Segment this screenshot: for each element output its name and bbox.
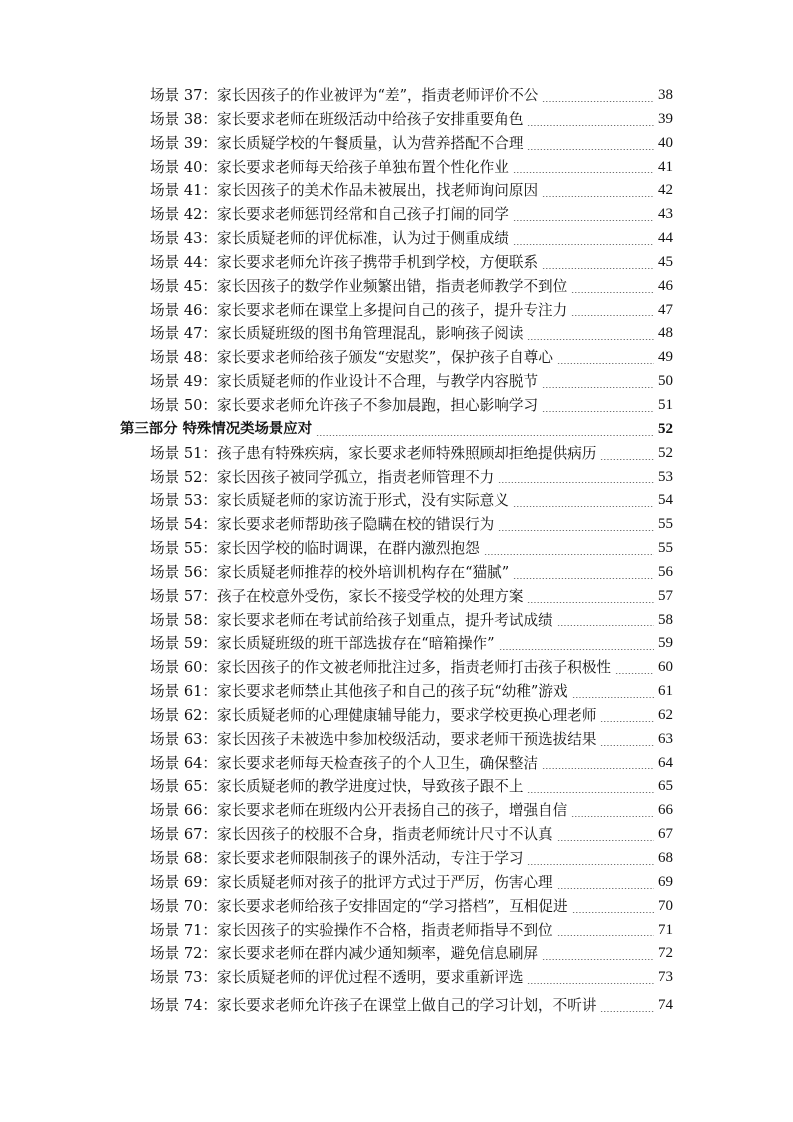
- toc-entry-title: 场景 62：家长质疑老师的心理健康辅导能力，要求学校更换心理老师: [150, 706, 597, 724]
- toc-entry[interactable]: [150, 704, 673, 728]
- dot-leader: [600, 745, 654, 746]
- toc-page-number: 42: [658, 182, 673, 199]
- table-of-contents: [0, 84, 793, 1018]
- toc-entry-title: 场景 57：孩子在校意外受伤，家长不接受学校的处理方案: [150, 587, 524, 605]
- toc-entry-title: 场景 37：家长因孩子的作业被评为“差”，指责老师评价不公: [150, 87, 539, 104]
- toc-page-number: 64: [658, 754, 673, 771]
- toc-entry-title: 场景 68：家长要求老师限制孩子的课外活动，专注于学习: [150, 850, 524, 867]
- dot-leader: [527, 864, 654, 865]
- dot-leader: [542, 411, 654, 412]
- toc-page-number: 38: [658, 87, 673, 103]
- dot-leader: [615, 673, 654, 674]
- toc-entry-title: 场景 73：家长质疑老师的评优过程不透明，要求重新评选: [150, 969, 524, 987]
- toc-page-number: 65: [658, 778, 673, 795]
- toc-entry[interactable]: [150, 919, 673, 943]
- toc-entry[interactable]: [150, 394, 673, 418]
- toc-entry-title: 场景 50：家长要求老师允许孩子不参加晨跑，担心影响学习: [150, 396, 539, 414]
- toc-entry[interactable]: [150, 799, 673, 823]
- toc-page-number: 50: [658, 373, 673, 390]
- toc-entry[interactable]: [150, 132, 673, 156]
- toc-page-number: 54: [658, 492, 673, 509]
- toc-entry[interactable]: [150, 156, 673, 180]
- toc-entry[interactable]: [150, 966, 673, 990]
- toc-entry-title: 场景 41：家长因孩子的美术作品未被展出，找老师询问原因: [150, 182, 539, 200]
- toc-entry[interactable]: [150, 275, 673, 299]
- toc-entry[interactable]: [150, 656, 673, 680]
- toc-page-number: 52: [658, 420, 673, 437]
- toc-page-number: 60: [658, 659, 673, 676]
- toc-entry-title: 场景 55：家长因学校的临时调课，在群内激烈抱怨: [150, 540, 480, 558]
- dot-leader: [542, 196, 654, 197]
- toc-page-number: 55: [658, 516, 673, 533]
- toc-page-number: 71: [658, 921, 673, 938]
- dot-leader: [600, 459, 654, 460]
- toc-entry[interactable]: [150, 942, 673, 966]
- toc-page-number: 44: [658, 230, 673, 247]
- dot-leader: [316, 435, 654, 436]
- toc-entry[interactable]: [150, 847, 673, 871]
- toc-page-number: 66: [658, 802, 673, 819]
- toc-entry[interactable]: [150, 251, 673, 275]
- dot-leader: [513, 244, 654, 245]
- toc-entry[interactable]: [150, 299, 673, 323]
- dot-leader: [542, 959, 654, 960]
- dot-leader: [527, 339, 654, 340]
- toc-entry-title: 场景 70：家长要求老师给孩子安排固定的“学习搭档”，互相促进: [150, 897, 568, 915]
- dot-leader: [527, 149, 654, 150]
- toc-entry[interactable]: [150, 84, 673, 108]
- toc-section-heading[interactable]: [120, 418, 673, 442]
- toc-entry-title: 场景 56：家长质疑老师推荐的校外培训机构存在“猫腻”: [150, 563, 510, 581]
- dot-leader: [513, 506, 654, 507]
- toc-page-number: 39: [658, 110, 673, 127]
- toc-entry[interactable]: [150, 994, 673, 1018]
- dot-leader: [557, 363, 654, 364]
- dot-leader: [557, 935, 654, 936]
- toc-entry-title: 场景 59：家长质疑班级的班干部选拔存在“暗箱操作”: [150, 635, 495, 653]
- dot-leader: [571, 315, 654, 316]
- dot-leader: [572, 697, 654, 698]
- toc-page-number: 40: [658, 134, 673, 151]
- toc-entry[interactable]: [150, 680, 673, 704]
- toc-entry[interactable]: [150, 442, 673, 466]
- toc-entry[interactable]: [150, 728, 673, 752]
- toc-entry[interactable]: [150, 752, 673, 776]
- toc-entry[interactable]: [150, 203, 673, 227]
- dot-leader: [542, 101, 654, 102]
- toc-entry-title: 场景 44：家长要求老师允许孩子携带手机到学校，方便联系: [150, 253, 539, 271]
- toc-entry-title: 场景 67：家长因孩子的校服不合身，指责老师统计尺寸不认真: [150, 826, 553, 844]
- toc-entry-title: 场景 69：家长质疑老师对孩子的批评方式过于严厉，伤害心理: [150, 873, 553, 891]
- dot-leader: [527, 983, 654, 984]
- toc-entry[interactable]: [150, 537, 673, 561]
- dot-leader: [571, 292, 654, 293]
- toc-page-number: 48: [658, 325, 673, 342]
- dot-leader: [542, 268, 654, 269]
- toc-page-number: 68: [658, 850, 673, 866]
- toc-entry-title: 场景 51：孩子患有特殊疾病，家长要求老师特殊照顾却拒绝提供病历: [150, 444, 597, 462]
- toc-page-number: 57: [658, 587, 673, 604]
- toc-page-number: 46: [658, 277, 673, 294]
- toc-page-number: 59: [658, 635, 673, 652]
- toc-entry-title: 第三部分 特殊情况类场景应对: [120, 420, 313, 437]
- toc-entry[interactable]: [150, 466, 673, 490]
- toc-page-number: 41: [658, 158, 673, 175]
- toc-entry[interactable]: [150, 561, 673, 585]
- dot-leader: [542, 387, 654, 388]
- toc-entry[interactable]: [150, 609, 673, 633]
- toc-entry-title: 场景 38：家长要求老师在班级活动中给孩子安排重要角色: [150, 110, 524, 128]
- toc-page-number: 55: [658, 540, 673, 557]
- toc-page-number: 74: [658, 997, 673, 1014]
- toc-entry-title: 场景 58：家长要求老师在考试前给孩子划重点，提升考试成绩: [150, 611, 553, 629]
- toc-page-number: 53: [658, 468, 673, 485]
- toc-entry-title: 场景 53：家长质疑老师的家访流于形式，没有实际意义: [150, 492, 509, 510]
- dot-leader: [513, 220, 654, 221]
- toc-page-number: 63: [658, 730, 673, 747]
- toc-entry[interactable]: [150, 108, 673, 132]
- toc-entry-title: 场景 40：家长要求老师每天给孩子单独布置个性化作业: [150, 158, 509, 176]
- dot-leader: [542, 768, 654, 769]
- toc-entry-title: 场景 46：家长要求老师在课堂上多提问自己的孩子，提升专注力: [150, 301, 568, 319]
- toc-page-number: 73: [658, 969, 673, 986]
- toc-page-number: 69: [658, 873, 673, 890]
- dot-leader: [513, 172, 654, 173]
- dot-leader: [557, 888, 654, 889]
- toc-page-number: 56: [658, 563, 673, 580]
- toc-entry[interactable]: [150, 895, 673, 919]
- toc-entry-title: 场景 54：家长要求老师帮助孩子隐瞒在校的错误行为: [150, 516, 495, 534]
- dot-leader: [499, 649, 654, 650]
- toc-entry[interactable]: [150, 179, 673, 203]
- dot-leader: [527, 125, 654, 126]
- toc-entry[interactable]: [150, 322, 673, 346]
- dot-leader: [513, 578, 654, 579]
- toc-entry-title: 场景 64：家长要求老师每天检查孩子的个人卫生，确保整洁: [150, 754, 539, 772]
- toc-entry-title: 场景 49：家长质疑老师的作业设计不合理，与教学内容脱节: [150, 373, 539, 391]
- toc-page-number: 45: [658, 253, 673, 270]
- toc-entry[interactable]: [150, 775, 673, 799]
- dot-leader: [557, 840, 654, 841]
- dot-leader: [498, 482, 654, 483]
- toc-entry-title: 场景 61：家长要求老师禁止其他孩子和自己的孩子玩“幼稚”游戏: [150, 683, 568, 701]
- toc-page-number: 62: [658, 706, 673, 723]
- toc-entry-title: 场景 60：家长因孩子的作文被老师批注过多，指责老师打击孩子积极性: [150, 659, 612, 677]
- toc-entry-title: 场景 48：家长要求老师给孩子颁发“安慰奖”，保护孩子自尊心: [150, 349, 553, 367]
- toc-entry-title: 场景 39：家长质疑学校的午餐质量，认为营养搭配不合理: [150, 134, 524, 152]
- toc-entry[interactable]: [150, 513, 673, 537]
- toc-entry[interactable]: [150, 585, 673, 609]
- dot-leader: [527, 792, 654, 793]
- dot-leader: [600, 721, 654, 722]
- dot-leader: [572, 912, 654, 913]
- dot-leader: [484, 554, 654, 555]
- toc-entry-title: 场景 72：家长要求老师在群内减少通知频率，避免信息刷屏: [150, 945, 539, 963]
- dot-leader: [557, 625, 654, 626]
- dot-leader: [571, 816, 654, 817]
- toc-page-number: 70: [658, 897, 673, 914]
- toc-page-number: 51: [658, 396, 673, 413]
- toc-entry[interactable]: [150, 871, 673, 895]
- toc-page-number: 43: [658, 206, 673, 223]
- toc-page-number: 61: [658, 683, 673, 700]
- toc-entry[interactable]: [150, 632, 673, 656]
- toc-entry-title: 场景 47：家长质疑班级的图书角管理混乱，影响孩子阅读: [150, 325, 524, 343]
- toc-entry-title: 场景 65：家长质疑老师的教学进度过快，导致孩子跟不上: [150, 778, 524, 796]
- toc-page-number: 72: [658, 945, 673, 962]
- toc-entry-title: 场景 63：家长因孩子未被选中参加校级活动，要求老师干预选拔结果: [150, 730, 597, 748]
- toc-page-number: 58: [658, 611, 673, 628]
- dot-leader: [600, 1011, 654, 1012]
- dot-leader: [527, 602, 654, 603]
- toc-entry-title: 场景 45：家长因孩子的数学作业频繁出错，指责老师教学不到位: [150, 277, 568, 295]
- toc-entry-title: 场景 43：家长质疑老师的评优标准，认为过于侧重成绩: [150, 230, 509, 248]
- toc-entry[interactable]: [150, 489, 673, 513]
- toc-page-number: 52: [658, 444, 673, 461]
- toc-entry-title: 场景 42：家长要求老师惩罚经常和自己孩子打闹的同学: [150, 206, 509, 224]
- toc-entry[interactable]: [150, 346, 673, 370]
- toc-entry-title: 场景 71：家长因孩子的实验操作不合格，指责老师指导不到位: [150, 921, 553, 939]
- toc-entry[interactable]: [150, 227, 673, 251]
- toc-page-number: 47: [658, 301, 673, 318]
- toc-entry-title: 场景 52：家长因孩子被同学孤立，指责老师管理不力: [150, 468, 495, 486]
- toc-page-number: 49: [658, 349, 673, 366]
- toc-entry-title: 场景 66：家长要求老师在班级内公开表扬自己的孩子，增强自信: [150, 802, 568, 820]
- toc-entry-title: 场景 74：家长要求老师允许孩子在课堂上做自己的学习计划，不听讲: [150, 997, 597, 1015]
- dot-leader: [498, 530, 654, 531]
- toc-entry[interactable]: [150, 370, 673, 394]
- toc-page-number: 67: [658, 826, 673, 843]
- toc-entry[interactable]: [150, 823, 673, 847]
